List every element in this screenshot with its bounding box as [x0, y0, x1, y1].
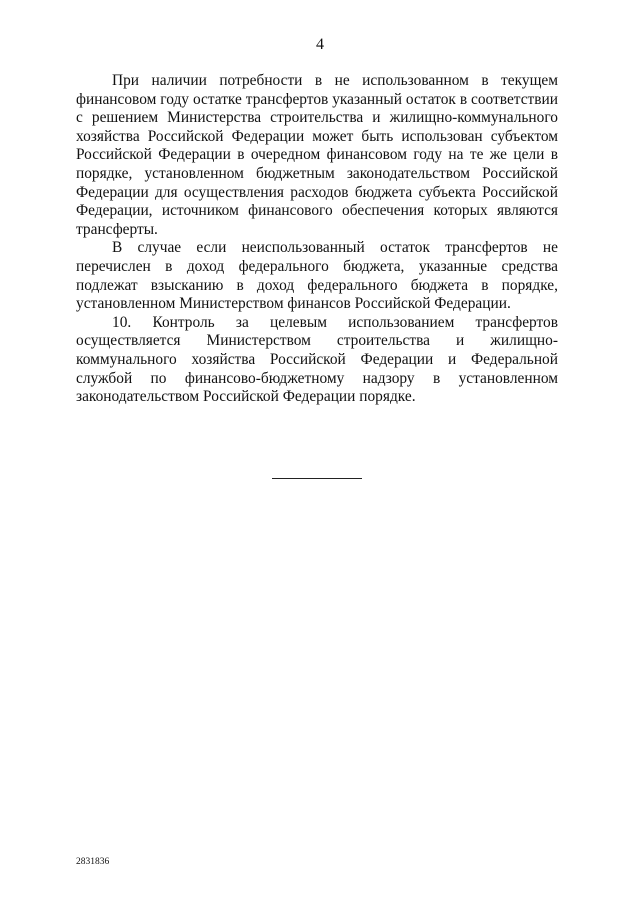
document-body [76, 72, 558, 407]
paragraph-control: 10. Контроль за целевым использованием трансфертов осуществляется Министерством строительства и жилищно-коммунального хозяйства Российской Федерации и Федеральной службой по финансово-бюджетному надзору в установленном законодательством Российской Федерации порядке. [76, 313, 558, 406]
document-code: 2831836 [76, 857, 110, 867]
paragraph-remaining-balance: При наличии потребности в не использованном в текущем финансовом году остатке трансфертов указанный остаток в соответствии с решением Министерства строительства и жилищно-коммунального хозяйства Российской Федерации может быть использован субъектом Российской Федерации в очередном финансовом году на те же цели в порядке, установленном бюджетным законодательством Российской Федерации для осуществления расходов бюджета субъекта Российской Федерации, источником финансового обеспечения которых являются трансферты. [76, 72, 558, 238]
paragraph-recovery: В случае если неиспользованный остаток трансфертов не перечислен в доход федерального бюджета, указанные средства подлежат взысканию в доход федерального бюджета в порядке, установленном Министерством финансов Российской Федерации. [76, 239, 558, 313]
page-number: 4 [316, 36, 324, 53]
end-divider [272, 478, 362, 479]
